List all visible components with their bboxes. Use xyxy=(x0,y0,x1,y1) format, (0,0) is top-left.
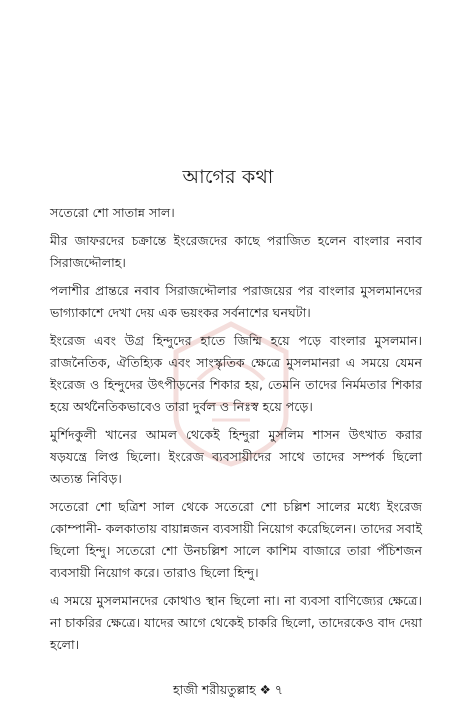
paragraph: ইংরেজ এবং উগ্র হিন্দুদের হাতে জিম্মি হয়ে পড়ে বাংলার মুসলমান। রাজনৈতিক, ঐতিহ্যিক এবং সাংস্কৃতিক ক্ষেত্রে মুসলমানরা এ সময়ে যেমন ইংরেজ ও হিন্দুদের উৎপীড়নের শিকার হয়, তেমনি তাদের নির্মমতার শিকার হয়ে অর্থনৈতিকভাবেও তারা দুর্বল ও নিঃস্ব হয়ে পড়ে। xyxy=(50,333,422,414)
paragraph: সতেরো শো ছত্রিশ সাল থেকে সতেরো শো চল্লিশ সালের মধ্যে ইংরেজ কোম্পানী- কলকাতায় বায়ান্নজন ব্যবসায়ী নিয়োগ করেছিলেন। তাদের সবাই ছিলো হিন্দু। সতেরো শো উনচল্লিশ সালে কাশিম বাজারে তারা পঁচিশজন ব্যবসায়ী নিয়োগ করে। তারাও ছিলো হিন্দু। xyxy=(50,499,422,580)
paragraph: মুর্শিদকুলী খানের আমল থেকেই হিন্দুরা মুসলিম শাসন উৎখাত করার ষড়যন্ত্রে লিপ্ত ছিলো। ইংরেজ ব্যবসায়ীদের সাথে তাদের সম্পর্ক ছিলো অত্যন্ত নিবিড়। xyxy=(50,427,422,486)
paragraph: সতেরো শো সাতান্ন সাল। xyxy=(50,205,175,220)
body-text xyxy=(50,202,422,662)
page-title: আগের কথা xyxy=(182,166,274,188)
paragraph: মীর জাফরদের চক্রান্তে ইংরেজদের কাছে পরাজিত হলেন বাংলার নবাব সিরাজদ্দৌলাহ। xyxy=(50,233,422,270)
paragraph: পলাশীর প্রান্তরে নবাব সিরাজদ্দৌলার পরাজয়ের পর বাংলার মুসলমানদের ভাগ্যাকাশে দেখা দেয় এক ভয়ংকর সর্বনাশের ঘনঘটা। xyxy=(50,283,422,320)
page-footer: হাজী শরীয়তুল্লাহ ❖ ৭ xyxy=(173,682,283,697)
paragraph: এ সময়ে মুসলমানদের কোথাও স্থান ছিলো না। না ব্যবসা বাণিজ্যের ক্ষেত্রে। না চাকরির ক্ষেত্রে। যাদের আগে থেকেই চাকরি ছিলো, তাদেরকেও বাদ দেয়া হলো। xyxy=(50,593,422,652)
